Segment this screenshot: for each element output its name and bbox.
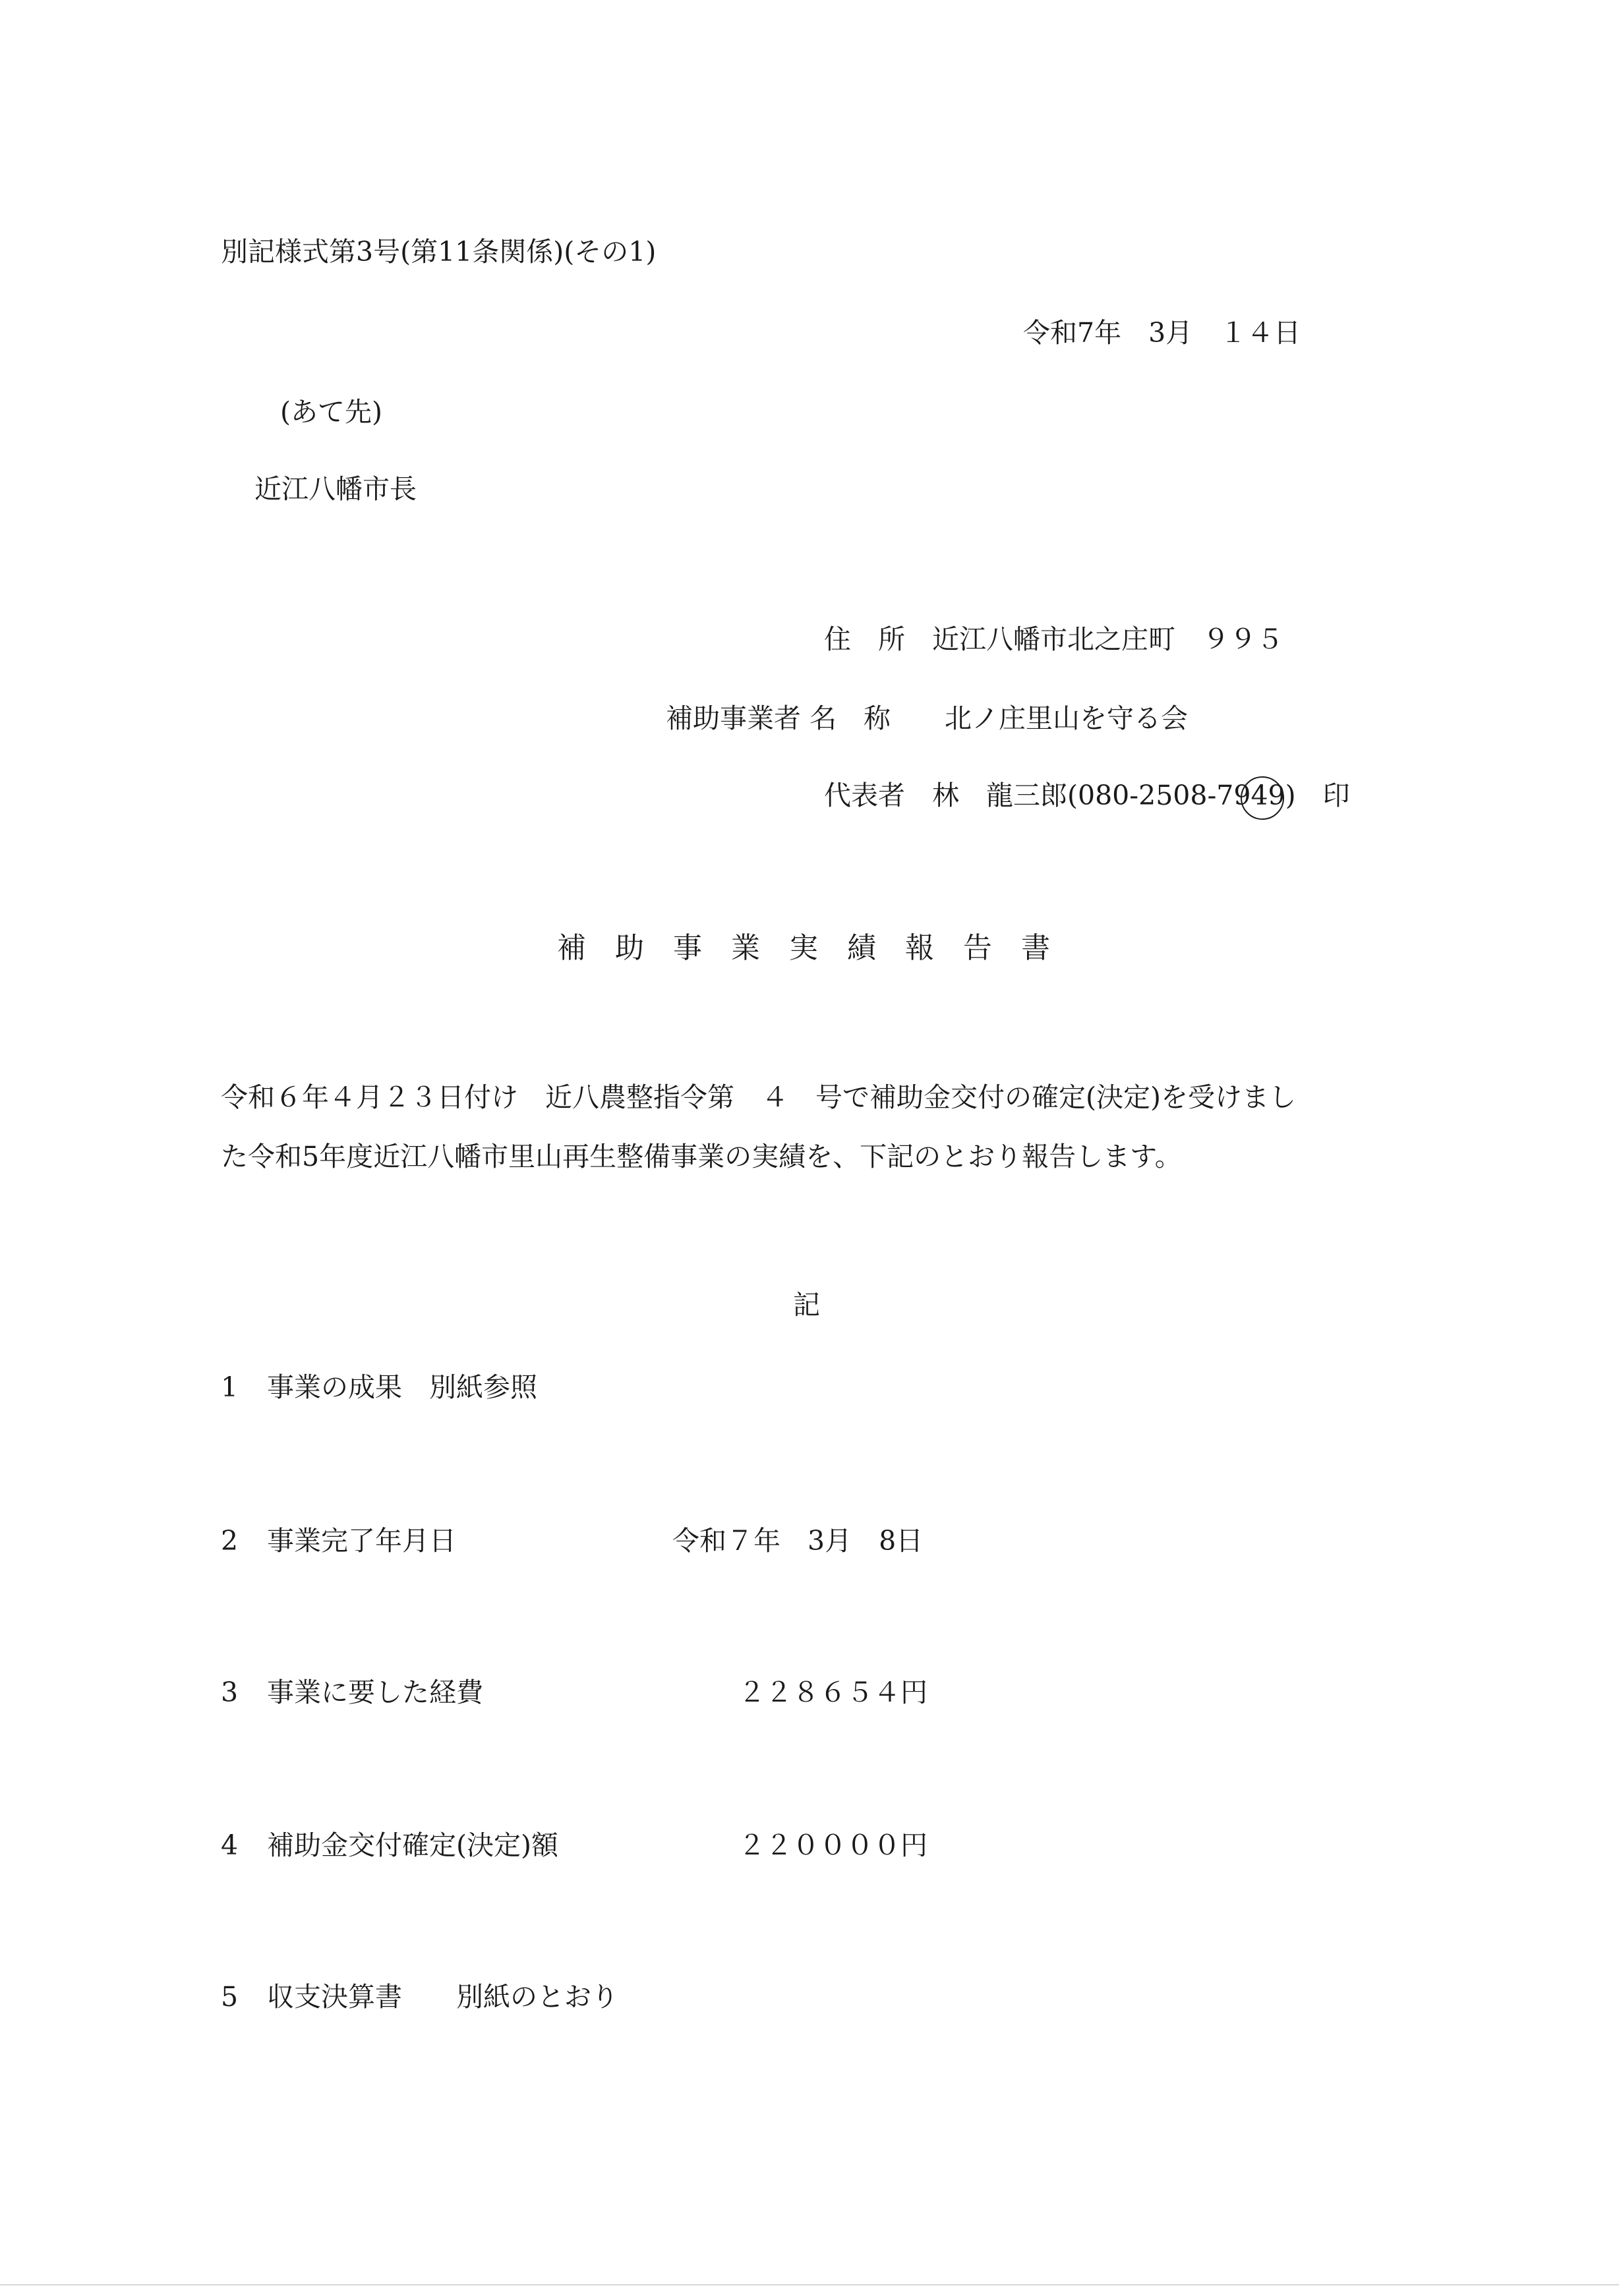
body-text-line-2: た令和5年度近江八幡市里山再生整備事業の実績を、下記のとおり報告します。 bbox=[221, 1141, 1182, 1172]
item-number: 4 bbox=[221, 1829, 239, 1861]
item-number: 1 bbox=[221, 1371, 239, 1403]
item-label: 収支決算書 別紙のとおり bbox=[267, 1981, 618, 2013]
item-number: 2 bbox=[221, 1525, 239, 1557]
item-number: 3 bbox=[221, 1677, 239, 1708]
seal-circle bbox=[1241, 776, 1284, 820]
item-value: ２２８６５４円 bbox=[738, 1677, 927, 1708]
item-4 bbox=[221, 1829, 927, 1940]
addressee-name: 近江八幡市長 bbox=[254, 473, 417, 505]
ki-heading: 記 bbox=[793, 1289, 820, 1321]
applicant-representative: 代表者 林 龍三郎(080-2508-7949) 印 bbox=[824, 780, 1350, 811]
item-label: 事業の成果 別紙参照 bbox=[267, 1371, 537, 1403]
form-id: 別記様式第3号(第11条関係)(その1) bbox=[221, 236, 657, 268]
item-1 bbox=[221, 1371, 537, 1455]
item-label: 事業完了年月日 bbox=[267, 1525, 456, 1557]
applicant-address: 住 所 近江八幡市北之庄町 ９９５ bbox=[824, 623, 1283, 655]
scan-edge-line bbox=[0, 2284, 1619, 2285]
item-label: 補助金交付確定(決定)額 bbox=[267, 1829, 558, 1861]
item-label: 事業に要した経費 bbox=[267, 1677, 483, 1708]
item-number: 5 bbox=[221, 1981, 239, 2013]
report-date: 令和7年 3月 １４日 bbox=[1023, 317, 1301, 349]
applicant-name: 補助事業者 名 称 北ノ庄里山を守る会 bbox=[666, 703, 1189, 734]
item-value: ２２００００円 bbox=[738, 1829, 927, 1861]
item-2 bbox=[221, 1525, 924, 1636]
addressee-label: (あて先) bbox=[280, 396, 382, 428]
body-text-line-1: 令和６年４月２３日付け 近八農整指令第 ４ 号で補助金交付の確定(決定)を受けまし bbox=[221, 1081, 1296, 1113]
item-5 bbox=[221, 1981, 618, 2065]
document-title: 補 助 事 業 実 績 報 告 書 bbox=[557, 931, 1050, 965]
item-value: 令和７年 3月 8日 bbox=[672, 1525, 924, 1557]
item-3 bbox=[221, 1677, 927, 1787]
